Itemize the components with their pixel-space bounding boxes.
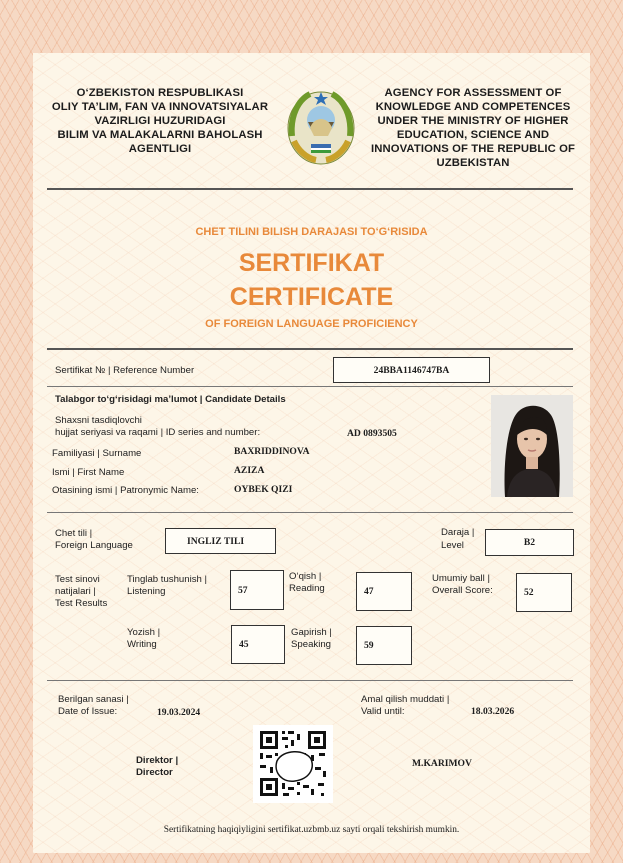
overall-label-line1: Umumiy ball | bbox=[432, 573, 490, 584]
issue-date-label-line1: Berilgan sanasi | bbox=[58, 694, 129, 705]
surname-value: BAXRIDDINOVA bbox=[234, 446, 310, 457]
surname-label: Familiyasi | Surname bbox=[52, 448, 142, 459]
results-label-line2: natijalari | bbox=[55, 586, 96, 597]
reading-score-box bbox=[356, 572, 412, 611]
header-right-line: KNOWLEDGE AND COMPETENCES bbox=[375, 101, 571, 113]
qr-code-icon[interactable] bbox=[253, 725, 333, 803]
title-subtitle: OF FOREIGN LANGUAGE PROFICIENCY bbox=[205, 318, 418, 330]
reference-label: Sertifikat № | Reference Number bbox=[55, 365, 195, 376]
reading-label-line1: O‘qish | bbox=[289, 571, 322, 582]
director-label-line2: Director bbox=[136, 767, 173, 778]
reference-number: 24BBA1146747BA bbox=[373, 364, 450, 376]
title-sertifikat: SERTIFIKAT bbox=[238, 249, 385, 277]
issue-date-value: 19.03.2024 bbox=[157, 707, 201, 718]
reading-score: 47 bbox=[364, 586, 374, 597]
reference-divider bbox=[47, 386, 573, 387]
first-name-label: Ismi | First Name bbox=[52, 467, 125, 478]
title-pre: CHET TILINI BILISH DARAJASI TO‘G‘RISIDA bbox=[195, 226, 428, 238]
title-divider bbox=[47, 348, 573, 350]
level-box bbox=[485, 529, 574, 556]
speaking-score: 59 bbox=[364, 640, 374, 651]
results-divider bbox=[47, 680, 573, 681]
header-right-en bbox=[362, 86, 584, 170]
header-left-line: BILIM VA MALAKALARNI BAHOLASH bbox=[57, 129, 263, 141]
valid-until-value: 18.03.2026 bbox=[471, 706, 515, 717]
writing-score-box bbox=[231, 625, 285, 664]
listening-score: 57 bbox=[238, 584, 248, 596]
language-box bbox=[165, 528, 276, 554]
listening-score-box bbox=[230, 570, 284, 610]
listening-label-line1: Tinglab tushunish | bbox=[127, 574, 208, 585]
language-value: INGLIZ TILI bbox=[187, 535, 245, 547]
header-left-line: VAZIRLIGI HUZURIDAGI bbox=[94, 115, 226, 127]
results-label-line3: Test Results bbox=[55, 598, 108, 609]
id-label-line2: hujjat seriyasi va raqami | ID series and number: bbox=[55, 427, 261, 438]
header-right-line: AGENCY FOR ASSESSMENT OF bbox=[384, 87, 562, 99]
verification-note: Sertifikatning haqiqiyligini sertifikat.uzbmb.uz sayti orqali tekshirish mumkin. bbox=[163, 825, 460, 835]
level-label-line2: Level bbox=[441, 540, 464, 551]
header-left-uz bbox=[45, 86, 275, 156]
director-label-line1: Direktor | bbox=[136, 755, 179, 766]
director-name: M.KARIMOV bbox=[412, 758, 472, 769]
issue-date-label-line2: Date of Issue: bbox=[58, 706, 118, 717]
header-right-line: EDUCATION, SCIENCE AND bbox=[396, 129, 550, 141]
candidate-photo bbox=[491, 395, 573, 497]
language-label-line1: Chet tili | bbox=[55, 528, 93, 539]
level-value: B2 bbox=[523, 537, 536, 548]
first-name-value: AZIZA bbox=[234, 465, 265, 476]
patronymic-label: Otasining ismi | Patronymic Name: bbox=[52, 485, 199, 496]
header-right-line: UNDER THE MINISTRY OF HIGHER bbox=[377, 115, 569, 127]
state-emblem-icon bbox=[284, 86, 358, 166]
writing-label-line2: Writing bbox=[127, 639, 157, 650]
speaking-label-line1: Gapirish | bbox=[291, 627, 332, 638]
id-label-line1: Shaxsni tasdiqlovchi bbox=[55, 415, 142, 426]
overall-label-line2: Overall Score: bbox=[432, 585, 493, 596]
listening-label-line2: Listening bbox=[127, 586, 166, 597]
writing-score: 45 bbox=[239, 639, 249, 650]
header-left-line: OLIY TA’LIM, FAN VA INNOVATSIYALAR bbox=[51, 101, 269, 113]
reference-number-box bbox=[333, 357, 490, 383]
header-right-line: INNOVATIONS OF THE REPUBLIC OF bbox=[370, 143, 576, 155]
id-value: AD 0893505 bbox=[347, 428, 397, 439]
valid-until-label-line2: Valid until: bbox=[361, 706, 405, 717]
speaking-score-box bbox=[356, 626, 412, 665]
reading-label-line2: Reading bbox=[289, 583, 325, 594]
candidate-divider bbox=[47, 512, 573, 513]
patronymic-value: OYBEK QIZI bbox=[234, 484, 293, 495]
language-label-line2: Foreign Language bbox=[55, 540, 133, 551]
candidate-heading: Talabgor to‘g‘risidagi ma’lumot | Candidate Details bbox=[55, 394, 286, 405]
valid-until-label-line1: Amal qilish muddati | bbox=[361, 694, 450, 705]
speaking-label-line2: Speaking bbox=[291, 639, 332, 650]
header-left-line: O‘ZBEKISTON RESPUBLIKASI bbox=[76, 87, 244, 99]
results-label-line1: Test sinovi bbox=[55, 574, 100, 585]
overall-score: 52 bbox=[524, 587, 534, 598]
header-divider bbox=[47, 188, 573, 190]
overall-score-box bbox=[516, 573, 572, 612]
level-label-line1: Daraja | bbox=[441, 527, 475, 538]
writing-label-line1: Yozish | bbox=[127, 627, 161, 638]
header-right-line: UZBEKISTAN bbox=[436, 157, 510, 169]
header-left-line: AGENTLIGI bbox=[128, 143, 192, 155]
title-certificate: CERTIFICATE bbox=[229, 283, 394, 311]
